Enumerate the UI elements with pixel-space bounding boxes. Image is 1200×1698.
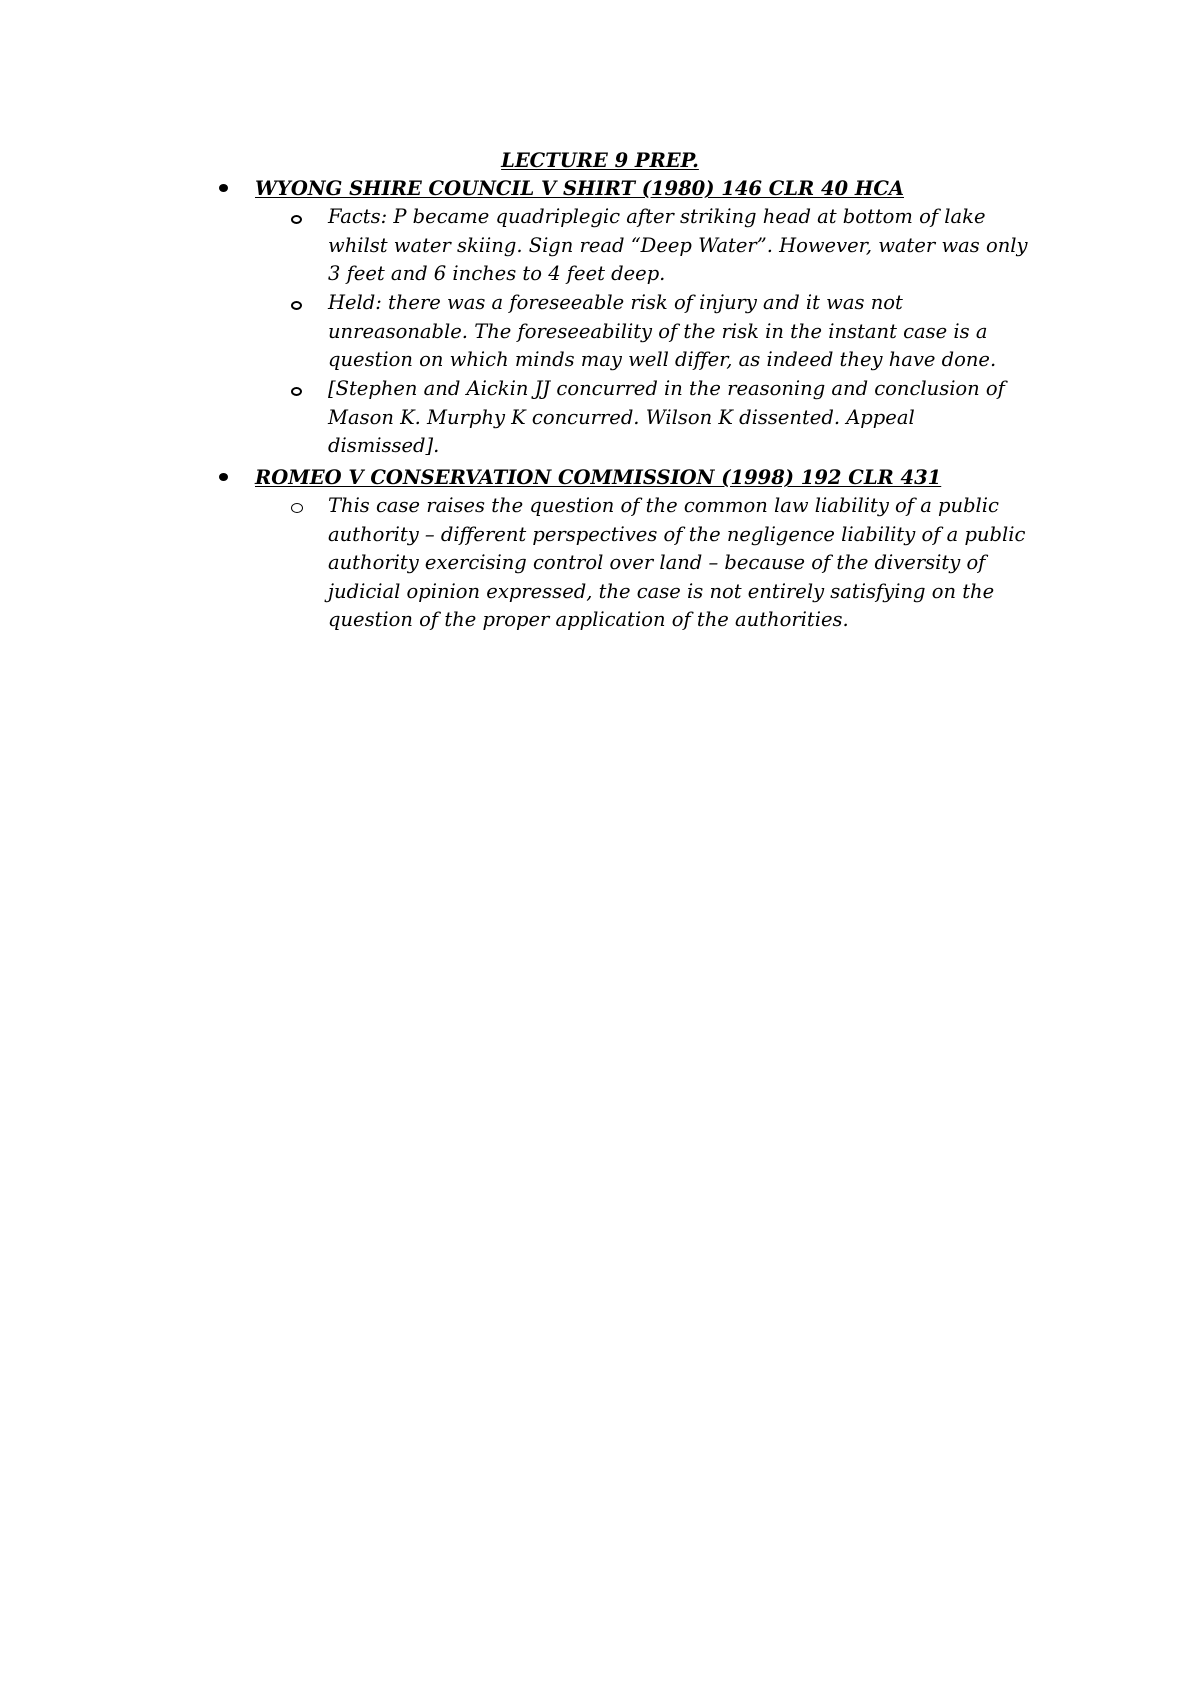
bullet-icon [219, 473, 228, 481]
page-title: LECTURE 9 PREP. [501, 149, 699, 172]
bullet-icon [219, 184, 228, 192]
sub-bullet-icon [291, 387, 302, 396]
sub-bullet-icon [291, 301, 302, 310]
case-1-point-held: Held: there was a foreseeable risk of injury and it was not unreasonable. The foreseeability of the risk in the instant case is a question on which minds may well differ, as indeed they have done. [328, 291, 997, 371]
sub-bullet-icon [291, 215, 302, 224]
case-1-point-facts: Facts: P became quadriplegic after striking head at bottom of lake whilst water skiing. Sign read “Deep Water”. However, water was only 3 feet and 6 inches to 4 feet deep. [328, 205, 1028, 285]
case-1-point-judges: [Stephen and Aickin JJ concurred in the reasoning and conclusion of Mason K. Murphy K concurred. Wilson K dissented. Appeal dismissed]. [328, 377, 1005, 457]
sub-bullet-icon [291, 503, 303, 513]
case-2-point-summary: This case raises the question of the common law liability of a public authority – different perspectives of the negligence liability of a public authority exercising control over land – because of the diversity of judicial opinion expressed, the case is not entirely satisfying on the question of the proper application of the authorities. [328, 494, 1026, 631]
case-heading-2: ROMEO V CONSERVATION COMMISSION (1998) 192 CLR 431 [255, 466, 942, 489]
case-heading-1: WYONG SHIRE COUNCIL V SHIRT (1980) 146 CLR 40 HCA [255, 177, 904, 200]
